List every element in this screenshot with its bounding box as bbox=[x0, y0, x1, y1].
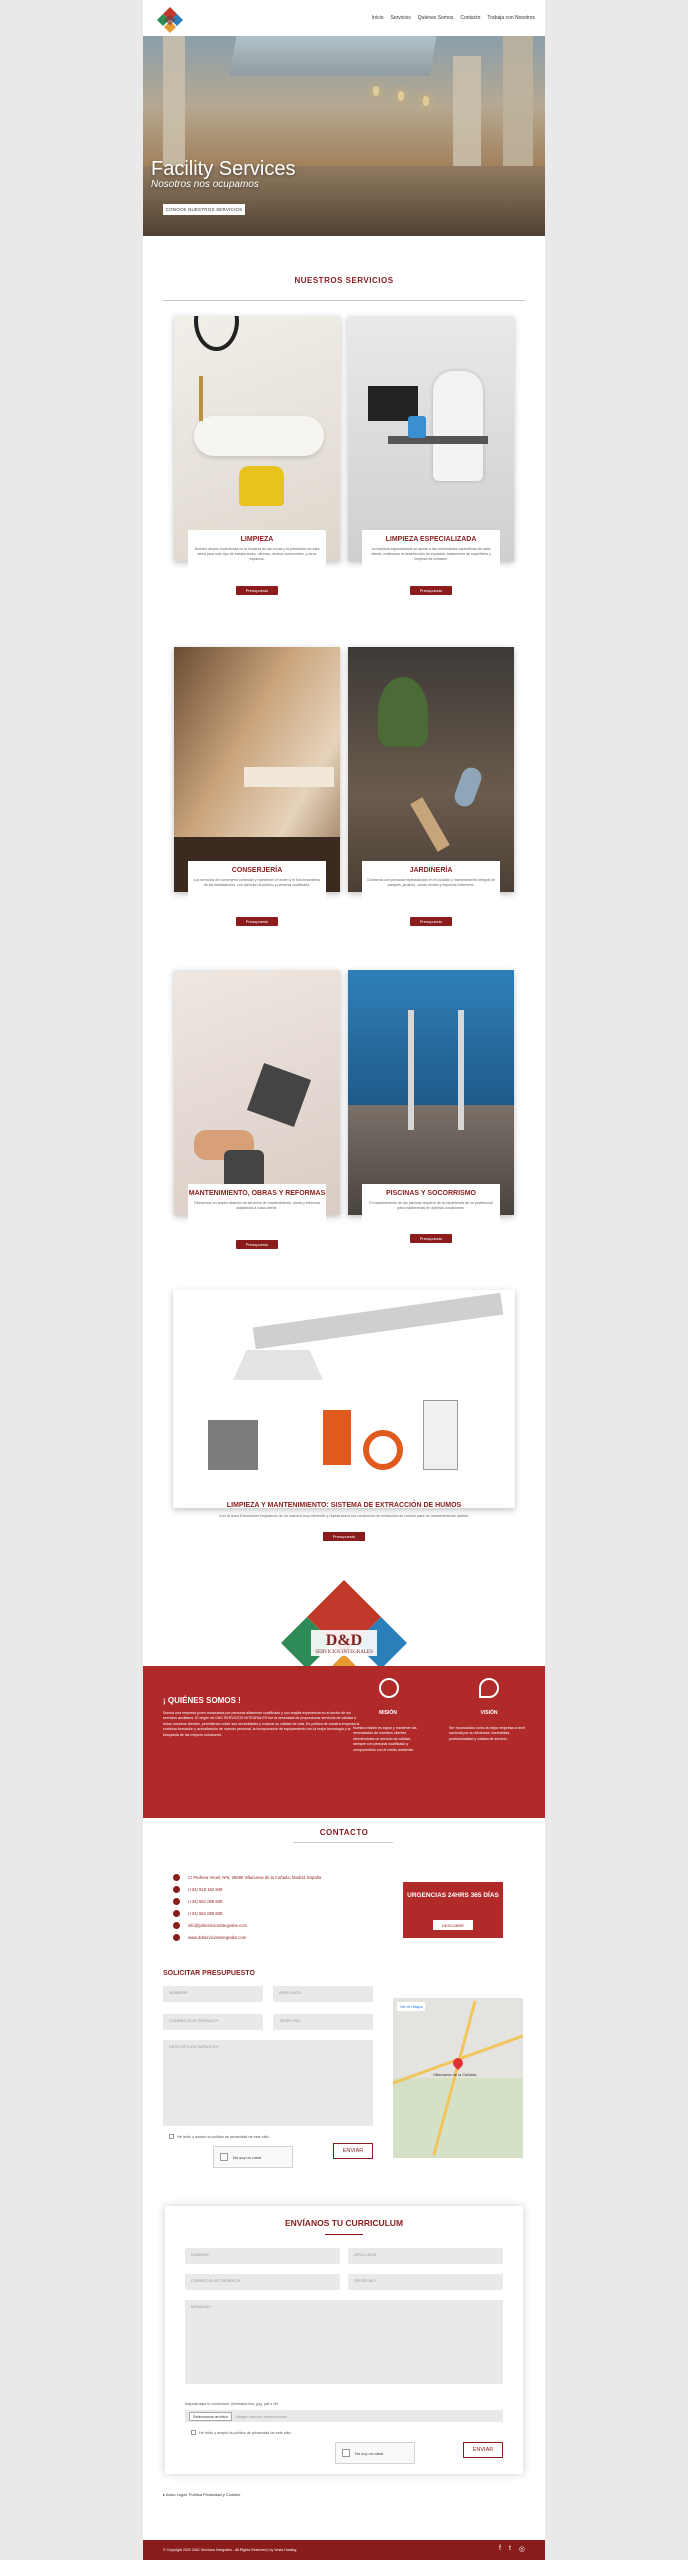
about-section bbox=[143, 1666, 545, 1818]
quote-button[interactable]: Presupuesto bbox=[236, 917, 278, 926]
brand-logo bbox=[281, 1560, 407, 1666]
hero-cta-button[interactable]: CONOCE NUESTROS SERVICIOS bbox=[163, 204, 245, 215]
cv-captcha[interactable]: No soy un robot bbox=[335, 2442, 415, 2464]
facebook-icon[interactable]: f bbox=[498, 2545, 501, 2552]
vision-icon bbox=[479, 1678, 499, 1698]
quote-button[interactable]: Presupuesto bbox=[410, 1234, 452, 1243]
quote-button[interactable]: Presupuesto bbox=[410, 586, 452, 595]
service-desc: La limpieza especializada se ajusta a las necesidades específicas de cada cliente, realizando la desinfección de espacios, tratamiento de superficies y limpieza de cristales. bbox=[371, 547, 491, 562]
mission-icon bbox=[379, 1678, 399, 1698]
conserjeria-image bbox=[174, 647, 340, 892]
captcha-checkbox[interactable] bbox=[220, 2153, 228, 2161]
captcha-checkbox[interactable] bbox=[342, 2449, 350, 2457]
contact-address: C/ Pedrera Viruel, Nº6, 28690 Villanueva de la Cañada, Madrid, España bbox=[173, 1874, 321, 1881]
quote-message-field[interactable]: DESCRIPCIÓN SERVICIO* bbox=[163, 2040, 373, 2126]
nav-contacto[interactable]: Contacto bbox=[460, 15, 481, 21]
mission-text: Nuestra misión es lograr y mantener las necesidades de nuestros clientes ofreciéndoles un servicio de calidad, siempre con personal cualificado y comprometido con el medio ambiente. bbox=[353, 1726, 417, 1752]
about-body: Somos una empresa joven compuesta por personal altamente cualificado y con amplia experiencia en el sector de los servicios auxiliares. El origen de D&D SERVICIOS INTEGRALES fue la necesidad de proporcionar servicios de calidad a todos nuestros clientes, permitiendo cubrir sus necesidades y mejorar su calidad de vida. Es política de nuestra empresa la continua formación y actualización de nuestro personal, la incorporación de equipamiento con la mejor tecnología y la búsqueda de las mejores soluciones. bbox=[163, 1711, 360, 1737]
cv-phone-field[interactable]: TELÉFONO bbox=[348, 2274, 503, 2290]
cv-file-input[interactable] bbox=[185, 2410, 503, 2422]
quote-captcha[interactable]: No soy un robot bbox=[213, 2146, 293, 2168]
cv-surname-field[interactable]: APELLIDOS bbox=[348, 2248, 503, 2264]
logo[interactable] bbox=[155, 5, 185, 35]
vision-text: Ser reconocidos como la mejor empresa a nivel nacional por su eficiencia, honestidad, profesionalidad y calidad de servicio. bbox=[449, 1726, 525, 1741]
quote-submit-button[interactable]: ENVIAR bbox=[333, 2143, 373, 2159]
cv-privacy[interactable]: He leído y acepto la política de privacidad de este sitio. bbox=[191, 2430, 292, 2435]
cv-email-field[interactable]: CORREO ELECTRÓNICO* bbox=[185, 2274, 340, 2290]
cv-name-field[interactable]: NOMBRE* bbox=[185, 2248, 340, 2264]
cv-submit-button[interactable]: ENVIAR bbox=[463, 2442, 503, 2458]
limpieza-especializada-image bbox=[348, 316, 514, 561]
quote-name-field[interactable]: NOMBRE* bbox=[163, 1986, 263, 2002]
legal-link[interactable]: ▸ Aviso Legal, Política Privacidad y Cookies bbox=[163, 2492, 241, 2497]
service-title: CONSERJERÍA bbox=[231, 867, 283, 874]
service-title: LIMPIEZA bbox=[240, 536, 274, 543]
hero-title: Facility Services bbox=[151, 158, 296, 180]
urgent-text: URGENCIAS 24HRS 365 DÍAS bbox=[407, 1892, 499, 1899]
quote-phone-field[interactable]: TELÉFONO bbox=[273, 2014, 373, 2030]
divider bbox=[293, 1842, 393, 1843]
service-desc: Nuestro amplio experiencia en la limpieza de las zonas y la prestación de esta tarea para todo tipo de instalaciones, oficinas, centros comerciales, y otros espacios. bbox=[194, 547, 320, 562]
divider bbox=[163, 300, 525, 301]
brand-name: D&D bbox=[325, 1632, 363, 1649]
main-nav bbox=[372, 15, 535, 21]
contact-phone-2[interactable]: (+34) 661 089 608 bbox=[173, 1898, 222, 1905]
jardineria-image bbox=[348, 647, 514, 892]
footer bbox=[143, 2540, 545, 2560]
contact-web[interactable]: www.ddserviciosintegrales.com bbox=[173, 1934, 246, 1941]
service-title: JARDINERÍA bbox=[409, 867, 453, 874]
cv-attach-label: Adjunta aquí tu curriculum. (formatos doc, jpg, pdf o rtf) bbox=[185, 2402, 278, 2406]
about-title: ¡ QUIÉNES SOMOS ! bbox=[163, 1696, 241, 1705]
page bbox=[143, 0, 545, 2560]
contact-title: CONTACTO bbox=[319, 1828, 369, 1837]
contact-phone-1[interactable]: (+34) 918 184 949 bbox=[173, 1886, 222, 1893]
mantenimiento-image bbox=[174, 970, 340, 1215]
cv-section bbox=[165, 2206, 523, 2474]
urgent-box bbox=[403, 1882, 503, 1938]
privacy-checkbox[interactable] bbox=[169, 2134, 174, 2139]
mobile-icon bbox=[173, 1898, 180, 1905]
contact-phone-3[interactable]: (+34) 661 089 608 bbox=[173, 1910, 222, 1917]
quote-privacy[interactable]: He leído y acepto la política de privacidad de este sitio. bbox=[169, 2134, 270, 2139]
footer-copyright: © Copyright 2020 D&D Servicios Integrales - All Rights Reserved | by Vesta Hosting bbox=[163, 2548, 297, 2552]
service-title: PISCINAS Y SOCORRISMO bbox=[386, 1190, 476, 1197]
service-desc: Los servicios de conserjería controlan y mantienen el orden y el funcionamiento de las instalaciones, con atención al público y personal cualificado. bbox=[193, 878, 321, 888]
urgent-button[interactable]: DESCUBRE bbox=[433, 1920, 473, 1930]
cv-file-button[interactable]: Seleccionar archivo bbox=[189, 2412, 232, 2421]
vision-title: VISIÓN bbox=[480, 1710, 498, 1716]
whatsapp-icon bbox=[173, 1910, 180, 1917]
service-desc: Ofrecemos un amplio abanico de servicios de mantenimiento, obras y reformas adaptados a cada cliente. bbox=[193, 1201, 321, 1211]
phone-icon bbox=[173, 1886, 180, 1893]
nav-trabaja[interactable]: Trabaja con Nosotros bbox=[487, 15, 535, 21]
quote-button[interactable]: Presupuesto bbox=[236, 586, 278, 595]
quote-form-title: SOLICITAR PRESUPUESTO bbox=[163, 1970, 255, 1977]
extraction-desc: Con la línea Extractores limpiamos de un manera muy eficiente y rápida todos los conductos de extracción de humos para un mantenimiento óptimo. bbox=[218, 1514, 470, 1518]
hero-banner bbox=[143, 36, 545, 236]
quote-surname-field[interactable]: APELLIDOS bbox=[273, 1986, 373, 2002]
nav-inicio[interactable]: Inicio bbox=[371, 15, 384, 21]
map[interactable] bbox=[393, 1998, 523, 2158]
web-icon bbox=[173, 1934, 180, 1941]
extraction-quote-button[interactable]: Presupuesto bbox=[323, 1532, 365, 1541]
service-desc: Contamos con personal especializado en el cuidado y mantenimiento integral de parques, jardines, zonas verdes y espacios exteriores. bbox=[366, 878, 496, 888]
service-title: MANTENIMIENTO, OBRAS Y REFORMAS bbox=[188, 1190, 326, 1197]
quote-email-field[interactable]: CORREO ELECTRÓNICO* bbox=[163, 2014, 263, 2030]
extraction-title: LIMPIEZA Y MANTENIMIENTO: SISTEMA DE EXTRACCIÓN DE HUMOS bbox=[226, 1502, 462, 1509]
extraction-image bbox=[173, 1290, 515, 1508]
twitter-icon[interactable]: t bbox=[508, 2545, 511, 2552]
privacy-checkbox[interactable] bbox=[191, 2430, 196, 2435]
mission-title: MISIÓN bbox=[379, 1710, 397, 1716]
map-open-link[interactable]: Ver en Maps bbox=[397, 2002, 425, 2011]
email-icon bbox=[173, 1922, 180, 1929]
quote-button[interactable]: Presupuesto bbox=[410, 917, 452, 926]
quote-button[interactable]: Presupuesto bbox=[236, 1240, 278, 1249]
cv-message-field[interactable]: MENSAJE* bbox=[185, 2300, 503, 2384]
map-place-label: Villanueva de la Cañada bbox=[433, 2072, 477, 2077]
instagram-icon[interactable]: ◎ bbox=[518, 2546, 525, 2553]
location-icon bbox=[173, 1874, 180, 1881]
divider bbox=[325, 2234, 363, 2235]
brand-tagline: SERVICIOS INTEGRALES bbox=[315, 1650, 373, 1655]
cv-file-status: Ningún archivo seleccionado bbox=[235, 2413, 288, 2419]
nav-servicios[interactable]: Servicios bbox=[390, 15, 411, 21]
contact-email[interactable]: info@ydserviciosintegrales.com bbox=[173, 1922, 247, 1929]
nav-quienes-somos[interactable]: Quiénes Somos bbox=[417, 15, 454, 21]
hero-subtitle: Nosotros nos ocupamos bbox=[151, 179, 259, 190]
services-title: NUESTROS SERVICIOS bbox=[294, 276, 394, 285]
limpieza-image bbox=[174, 316, 340, 561]
service-title: LIMPIEZA ESPECIALIZADA bbox=[385, 536, 477, 543]
service-desc: El mantenimiento de las piscinas requiere de la experiencia de un profesional para mantenerlas en óptimas condiciones. bbox=[369, 1201, 493, 1211]
cv-title: ENVÍANOS TU CURRICULUM bbox=[284, 2218, 404, 2228]
piscinas-image bbox=[348, 970, 514, 1215]
